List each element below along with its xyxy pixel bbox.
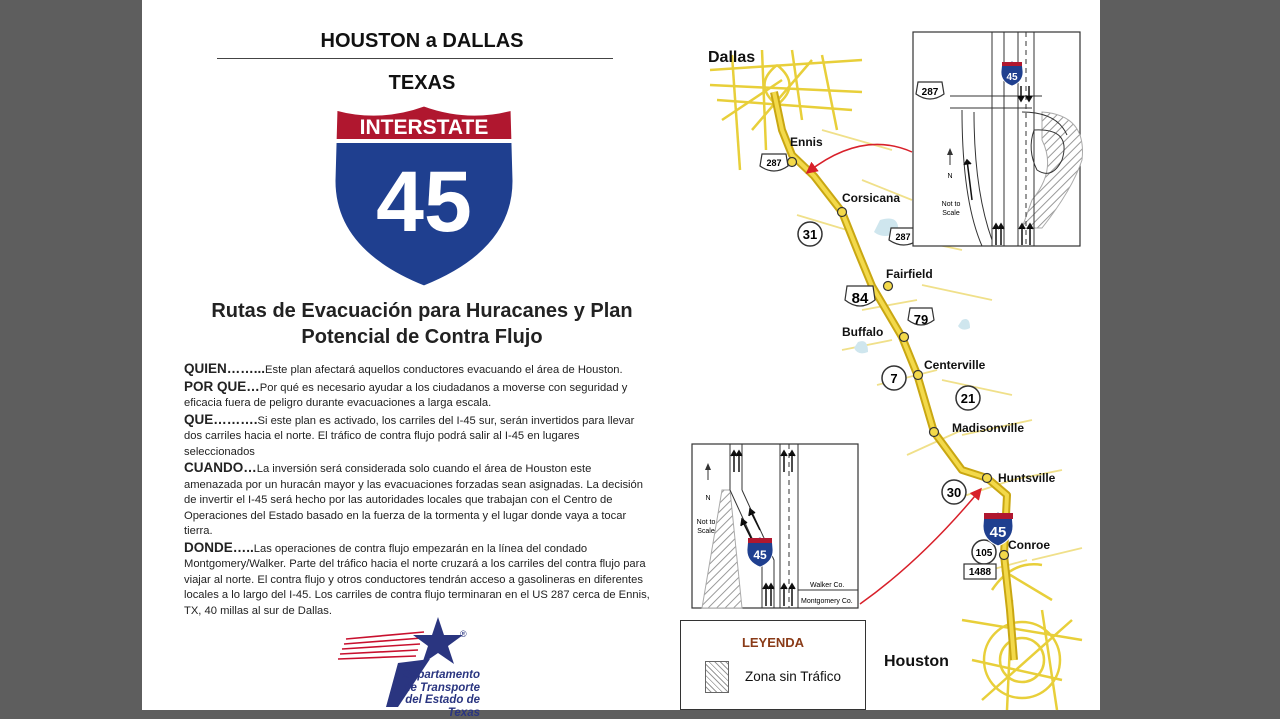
shield-top-text: INTERSTATE (359, 116, 489, 139)
interstate-45-shield (330, 101, 518, 291)
section-cuando (184, 460, 650, 540)
us-79-shield (908, 308, 934, 327)
route-title: HOUSTON a DALLAS (320, 30, 524, 52)
registered-mark: ® (460, 629, 467, 639)
route-marker-label: 84 (851, 290, 869, 307)
route-marker-label: 31 (802, 227, 818, 242)
route-marker-label: 45 (753, 548, 767, 562)
headline-line-2: Potencial de Contra Flujo (301, 326, 543, 348)
scale-note: Scale (942, 210, 960, 217)
north-label: N (947, 173, 953, 180)
city-label: Huntsville (998, 471, 1056, 485)
section-text: Las operaciones de contra flujo empezarán en la línea del condado Montgomery/Walker. Parte del tráfico hacia el norte cruzará a los carriles del contra flujo para viajar al norte. El contra flujo y otros conductores tendrán acceso a gasolineras en diferentes locales a lo largo del I-45. Los carriles de contra flujo terminaran en el US 287 cerca de Ennis, TX, 40 millas al sur de Dallas. (184, 542, 650, 617)
logo-line-2: de Transporte (403, 681, 480, 694)
state-route-30 (942, 480, 966, 504)
section-label: CUANDO… (184, 460, 257, 475)
county-label-montgomery: Montgomery Co. (801, 598, 853, 605)
route-marker-label: 30 (946, 485, 962, 500)
no-traffic-zone-swatch (705, 661, 729, 693)
state-route-7 (882, 366, 906, 390)
city-label: Madisonville (952, 421, 1025, 435)
plan-description (184, 361, 650, 619)
route-marker-label: 287 (766, 158, 782, 168)
headline-line-1: Rutas de Evacuación para Huracanes y Plan (211, 300, 633, 322)
section-label: QUE………. (184, 411, 258, 427)
city-label: Ennis (790, 135, 823, 149)
section-text: Si este plan es activado, los carriles del I-45 sur, serán invertidos para llevar dos carriles hacia el norte. El tráfico de contra flujo podrá salir al I-45 en lugares seleccionados (184, 414, 635, 458)
shield-number: 45 (376, 154, 472, 250)
logo-line-3: del Estado de Texas (405, 694, 480, 719)
section-donde (184, 540, 650, 620)
route-marker-label: 45 (1006, 72, 1018, 83)
route-marker-label: 21 (960, 391, 976, 406)
route-marker-label: 1488 (968, 567, 992, 578)
city-label: Buffalo (842, 325, 884, 339)
inset-county-line-crossover (692, 444, 858, 608)
logo-text (374, 669, 480, 719)
scale-note: Not to (941, 201, 961, 208)
inset-us-287-shield (916, 82, 944, 99)
section-que (184, 412, 650, 461)
state-title: TEXAS (388, 72, 456, 94)
route-marker-label: 7 (890, 371, 898, 386)
section-label: QUIEN……... (184, 361, 266, 376)
north-label: N (705, 495, 711, 502)
city-label: Houston (884, 653, 949, 670)
state-route-31 (798, 222, 822, 246)
state-route-21 (956, 386, 980, 410)
city-label: Dallas (708, 49, 756, 66)
us-84-shield (845, 286, 875, 307)
legend-title: LEYENDA (741, 635, 805, 650)
route-marker-label: 105 (975, 548, 993, 559)
legend-item-label: Zona sin Tráfico (745, 669, 842, 684)
legend (680, 620, 866, 710)
houston-roads (962, 564, 1082, 710)
route-marker-label: 287 (895, 232, 911, 242)
callout-arrow-south (860, 490, 980, 604)
section-text: Por qué es necesario ayudar a los ciudadanos a moverse con seguridad y eficacia fuera de peligro durante evacuaciones a larga escala. (184, 381, 628, 409)
dallas-roads (710, 50, 862, 170)
city-label: Conroe (1008, 538, 1050, 552)
logo-line-1: Departamento (402, 669, 480, 681)
title-divider (217, 58, 613, 59)
section-quien (184, 361, 650, 379)
route-marker-label: 45 (989, 524, 1007, 541)
document-page (142, 0, 1100, 719)
inset-ennis-interchange (913, 32, 1083, 246)
city-label: Fairfield (886, 267, 933, 281)
section-label: POR QUE… (184, 378, 260, 394)
callout-arrow-north (808, 144, 912, 172)
section-text: La inversión será considerada solo cuando el área de Houston este amenazada por un huracán mayor y las evacuaciones forzadas sean asignadas. La decisión de invertir el I-45 será hecho por las autoridades locales que trabajan con el Centro de Operaciones del Estado basado en la fuerza de la tormenta y el lugar donde vaya a tocar tierra. (184, 463, 643, 537)
section-por-que (184, 379, 650, 412)
us-287-shield (760, 154, 788, 171)
route-marker-label: 287 (921, 87, 939, 98)
fm-1488-marker (964, 564, 996, 579)
section-text: Este plan afectará aquellos conductores evacuando el área de Houston. (265, 364, 623, 376)
section-label: DONDE….. (184, 539, 254, 555)
county-label-walker: Walker Co. (810, 582, 845, 589)
route-marker-label: 79 (913, 312, 929, 327)
evacuation-route-map (662, 0, 1100, 710)
city-label: Centerville (924, 358, 986, 372)
scale-note: Not to (696, 519, 716, 526)
star-icon (413, 617, 463, 664)
headline (172, 298, 672, 350)
scale-note: Scale (697, 528, 715, 535)
city-label: Corsicana (842, 191, 901, 205)
logo-stripes (338, 632, 424, 659)
